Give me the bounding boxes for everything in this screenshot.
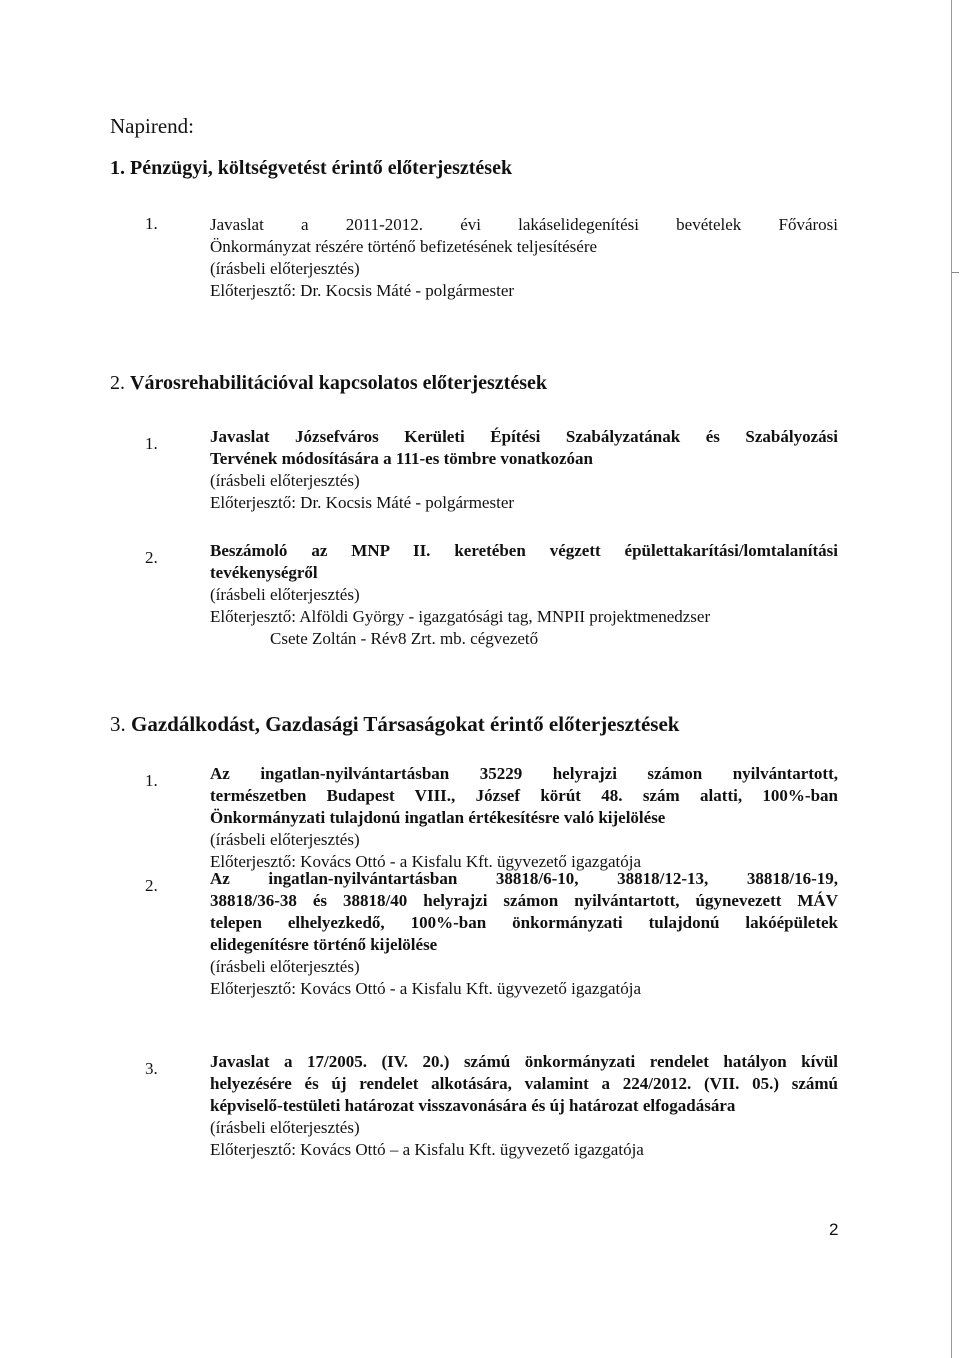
item-note: (írásbeli előterjesztés) xyxy=(210,957,360,976)
item-number: 2. xyxy=(145,548,158,567)
item-title-line: elidegenítésre történő kijelölése xyxy=(210,935,438,954)
item-note: (írásbeli előterjesztés) xyxy=(210,471,360,490)
agenda-heading: Napirend: xyxy=(110,114,194,138)
section-1-title xyxy=(110,157,512,180)
item-title-line: helyezésére és új rendelet alkotására, valamint a 224/2012. (VII. 05.) számú xyxy=(210,1074,838,1093)
item-title-line: Önkormányzati tulajdonú ingatlan értékesítésre való kijelölése xyxy=(210,808,666,827)
section-2-title xyxy=(110,372,547,395)
item-title-line: Javaslat a 2011-2012. évi lakáselidegenítési bevételek Fővárosi xyxy=(210,215,838,234)
item-title-line: természetben Budapest VIII., József körút 48. szám alatti, 100%-ban xyxy=(210,786,838,805)
item-presenter: Előterjesztő: Dr. Kocsis Máté - polgármester xyxy=(210,281,515,300)
item-title-line: Tervének módosítására a 111-es tömbre vonatkozóan xyxy=(210,449,593,468)
section-1-text: Pénzügyi, költségvetést érintő előterjesztések xyxy=(130,157,513,179)
item-presenter: Csete Zoltán - Rév8 Zrt. mb. cégvezető xyxy=(270,629,539,648)
item-number: 1. xyxy=(145,434,158,453)
item-title-line: Javaslat a 17/2005. (IV. 20.) számú önkormányzati rendelet hatályon kívül xyxy=(210,1052,838,1071)
section-3-title xyxy=(110,712,679,737)
item-presenter: Előterjesztő: Kovács Ottó - a Kisfalu Kft. ügyvezető igazgatója xyxy=(210,852,641,871)
item-number: 2. xyxy=(145,876,158,895)
item-title-line: Az ingatlan-nyilvántartásban 38818/6-10, 38818/12-13, 38818/16-19, xyxy=(210,869,838,888)
item-title-line: Önkormányzat részére történő befizetésének teljesítésére xyxy=(210,237,598,256)
item-note: (írásbeli előterjesztés) xyxy=(210,830,360,849)
item-title-line: 38818/36-38 és 38818/40 helyrajzi számon nyilvántartott, úgynevezett MÁV xyxy=(210,891,838,910)
section-3-number: 3. xyxy=(110,712,126,736)
section-2-text: Városrehabilitációval kapcsolatos előterjesztések xyxy=(130,372,547,394)
section-3-text: Gazdálkodást, Gazdasági Társaságokat érintő előterjesztések xyxy=(131,712,680,736)
item-presenter: Előterjesztő: Kovács Ottó - a Kisfalu Kft. ügyvezető igazgatója xyxy=(210,979,641,998)
item-title-line: Az ingatlan-nyilvántartásban 35229 helyrajzi számon nyilvántartott, xyxy=(210,764,838,783)
item-number: 3. xyxy=(145,1059,158,1078)
item-note: (írásbeli előterjesztés) xyxy=(210,1118,360,1137)
item-title-line: tevékenységről xyxy=(210,563,318,582)
item-title-line: képviselő-testületi határozat visszavonására és új határozat elfogadására xyxy=(210,1096,736,1115)
page-edge-line xyxy=(951,0,952,1358)
page-edge-tick xyxy=(952,272,959,273)
item-presenter: Előterjesztő: Dr. Kocsis Máté - polgármester xyxy=(210,493,515,512)
section-2-number: 2. xyxy=(110,372,125,394)
item-title-line: Javaslat Józsefváros Kerületi Építési Szabályzatának és Szabályozási xyxy=(210,427,838,446)
item-number: 1. xyxy=(145,771,158,790)
item-note: (írásbeli előterjesztés) xyxy=(210,259,360,278)
item-title-line: telepen elhelyezkedő, 100%-ban önkormányzati tulajdonú lakóépületek xyxy=(210,913,838,932)
item-note: (írásbeli előterjesztés) xyxy=(210,585,360,604)
item-presenter: Előterjesztő: Alföldi György - igazgatósági tag, MNPII projektmenedzser xyxy=(210,607,711,626)
page-number: 2 xyxy=(829,1220,839,1239)
section-1-number: 1. xyxy=(110,157,125,179)
item-title-line: Beszámoló az MNP II. keretében végzett épülettakarítási/lomtalanítási xyxy=(210,541,838,560)
item-number: 1. xyxy=(145,214,158,233)
item-presenter: Előterjesztő: Kovács Ottó – a Kisfalu Kft. ügyvezető igazgatója xyxy=(210,1140,644,1159)
